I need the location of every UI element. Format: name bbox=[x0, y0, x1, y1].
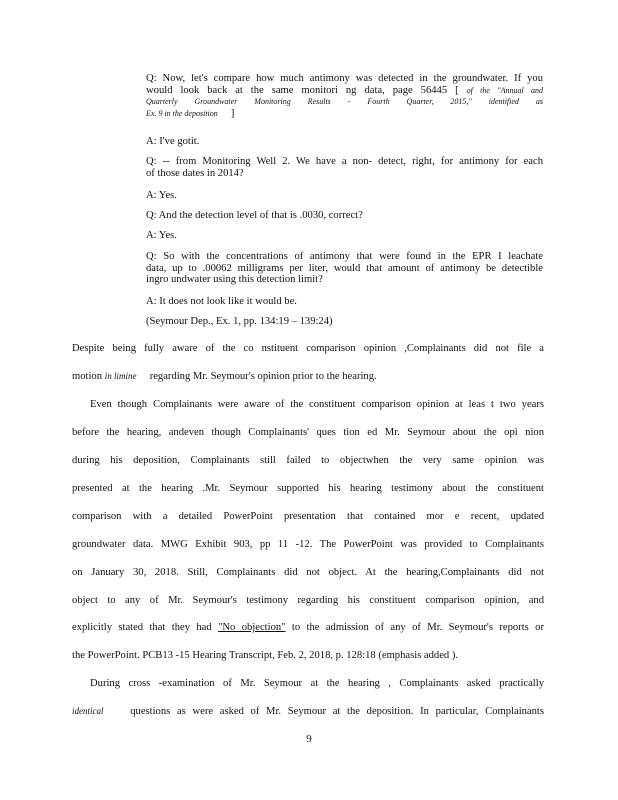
qa-question bbox=[146, 251, 543, 286]
qa-answer bbox=[146, 190, 543, 202]
qa-question bbox=[146, 156, 543, 179]
qa-line: Quarterly Groundwater Monitoring Results - Fourth Quarter, 2015," identified as bbox=[146, 97, 543, 106]
body-line: the PowerPoint. PCB13 -15 Hearing Transcript, Feb. 2, 2018, p. 128:18 (emphasis added ). bbox=[72, 650, 459, 661]
qa-answer bbox=[146, 136, 543, 148]
body-text: to the admission of any of Mr. Seymour's reports or bbox=[291, 622, 544, 633]
qa-line: ingro undwater using this detection limit? bbox=[146, 274, 323, 285]
body-line: before the hearing, andeven though Complainants' ques tion ed Mr. Seymour about the opi nion bbox=[72, 427, 544, 438]
body-text: motion bbox=[72, 371, 103, 382]
qa-line: data, up to .00062 milligrams per liter, would that amount of antimony be detectible bbox=[146, 262, 543, 274]
body-italic: identical bbox=[72, 706, 104, 716]
body-line: on January 30, 2018. Still, Complainants did not object. At the hearing,Complainants did not bbox=[72, 567, 544, 578]
qa-line: Q: Now, let's compare how much antimony was detected in the groundwater. If you bbox=[146, 73, 543, 84]
body-line: groundwater data. MWG Exhibit 903, pp 11 -12. The PowerPoint was provided to Complainants bbox=[72, 539, 544, 550]
body-underlined: "No objection" bbox=[218, 622, 286, 633]
qa-answer bbox=[146, 296, 543, 308]
body-line: during his deposition, Complainants still failed to objectwhen the very same opinion was bbox=[72, 455, 544, 466]
body-line: Despite being fully aware of the co nstituent comparison opinion ,Complainants did not file a bbox=[72, 343, 544, 354]
body-text: questions as were asked of Mr. Seymour at the deposition. In particular, Complainants bbox=[130, 706, 544, 717]
qa-line: of those dates in 2014? bbox=[146, 167, 244, 179]
qa-line: Q: So with the concentrations of antimony that were found in the EPR I leachate bbox=[146, 251, 543, 262]
qa-line: would look back at the same monitori ng data, page 56445 [ of the "Annual and bbox=[146, 84, 543, 96]
body-line: object to any of Mr. Seymour's testimony regarding his constituent comparison opinion, and bbox=[72, 595, 544, 606]
qa-line: (Seymour Dep., Ex. 1, pp. 134:19 – 139:24) bbox=[146, 316, 333, 327]
qa-block-1 bbox=[146, 73, 543, 119]
body-italic: in limine bbox=[104, 371, 137, 381]
page-number: 9 bbox=[306, 733, 312, 745]
qa-line: A: It does not look like it would be. bbox=[146, 296, 297, 307]
body-line: Even though Complainants were aware of the constituent comparison opinion at leas t two years bbox=[90, 399, 544, 410]
body-line: During cross -examination of Mr. Seymour at the hearing , Complainants asked practically bbox=[90, 678, 544, 689]
body-text: regarding Mr. Seymour's opinion prior to the hearing. bbox=[149, 371, 377, 382]
qa-line: A: Yes. bbox=[146, 190, 177, 201]
qa-line: A: Yes. bbox=[146, 230, 177, 241]
qa-question bbox=[146, 210, 543, 222]
body-line bbox=[72, 370, 544, 383]
qa-answer bbox=[146, 230, 543, 242]
qa-line: Q: And the detection level of that is .0030, correct? bbox=[146, 210, 363, 221]
qa-line: Ex. 9 in the deposition ] bbox=[146, 106, 235, 119]
body-text: explicitly stated that they had bbox=[72, 622, 212, 633]
qa-line: Q: -- from Monitoring Well 2. We have a non- detect, right, for antimony for each bbox=[146, 156, 543, 167]
qa-line: A: I've gotit. bbox=[146, 136, 200, 147]
body-line: comparison with a detailed PowerPoint presentation that contained mor e recent, updated bbox=[72, 511, 544, 522]
body-line bbox=[72, 705, 544, 718]
body-line bbox=[72, 621, 544, 634]
body-line: presented at the hearing .Mr. Seymour supported his hearing testimony about the constituent bbox=[72, 483, 544, 494]
qa-citation bbox=[146, 316, 543, 328]
